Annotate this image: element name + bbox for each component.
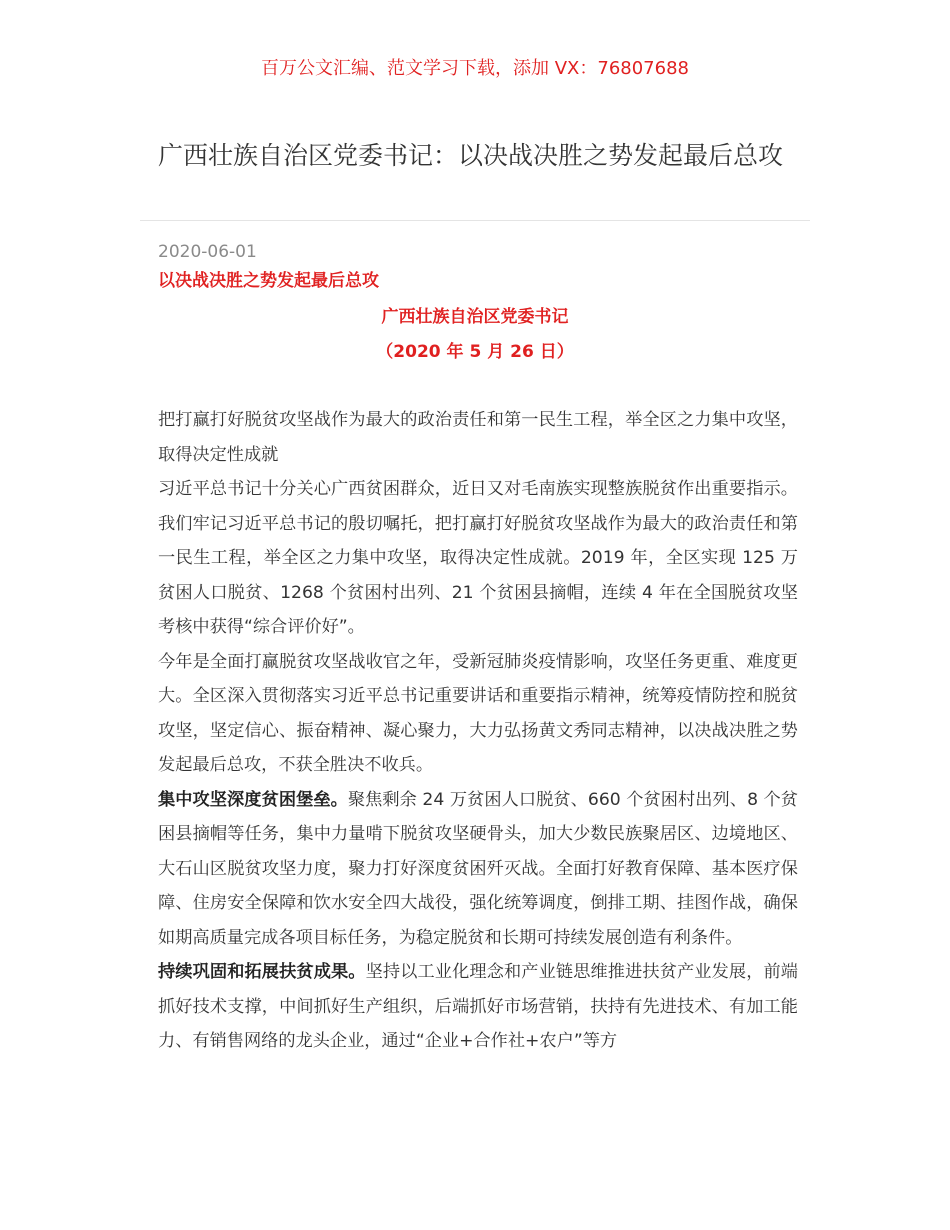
paragraph — [158, 403, 798, 472]
paragraph-text: 今年是全面打赢脱贫攻坚战收官之年，受新冠肺炎疫情影响，攻坚任务更重、难度更大。全区深入贯彻落实习近平总书记重要讲话和重要指示精神，统筹疫情防控和脱贫攻坚，坚定信心、振奋精神、凝心聚力，大力弘扬黄文秀同志精神，以决战决胜之势发起最后总攻，不获全胜决不收兵。 — [158, 651, 798, 775]
paragraph-lead: 集中攻坚深度贫困堡垒。 — [158, 789, 348, 810]
title-divider — [140, 220, 810, 221]
paragraph — [158, 783, 798, 956]
author-date: （2020 年 5 月 26 日） — [376, 342, 574, 362]
paragraph-lead: 持续巩固和拓展扶贫成果。 — [158, 962, 366, 982]
paragraph — [158, 955, 798, 1059]
paragraph-text: 聚焦剩余 24 万贫困人口脱贫、660 个贫困村出列、8 个贫困县摘帽等任务，集中力量啃下脱贫攻坚硬骨头，加大少数民族聚居区、边境地区、大石山区脱贫攻坚力度，聚力打好深度贫困歼灭战。全面打好教育保障、基本医疗保障、住房安全保障和饮水安全四大战役，强化统筹调度，倒排工期、挂图作战，确保如期高质量完成各项目标任务，为稳定脱贫和长期可持续发展创造有利条件。 — [158, 789, 798, 948]
publish-date: 2020-06-01 — [158, 242, 257, 262]
article-title: 广西壮族自治区党委书记：以决战决胜之势发起最后总攻 — [158, 141, 784, 170]
author-line: 广西壮族自治区党委书记 — [381, 307, 569, 327]
paragraph — [158, 645, 798, 783]
article-subtitle: 以决战决胜之势发起最后总攻 — [158, 271, 379, 291]
paragraph-text: 坚持以工业化理念和产业链思维推进扶贫产业发展，前端抓好技术支撑，中间抓好生产组织，后端抓好市场营销，扶持有先进技术、有加工能力、有销售网络的龙头企业，通过“企业+合作社+农户”等方 — [158, 962, 798, 1051]
article-body — [158, 403, 798, 1059]
paragraph-text: 把打赢打好脱贫攻坚战作为最大的政治责任和第一民生工程，举全区之力集中攻坚，取得决定性成就 — [158, 410, 798, 465]
paragraph — [158, 472, 798, 645]
promo-banner: 百万公文汇编、范文学习下载，添加 VX：76807688 — [261, 58, 689, 79]
paragraph-text: 习近平总书记十分关心广西贫困群众，近日又对毛南族实现整族脱贫作出重要指示。我们牢记习近平总书记的殷切嘱托，把打赢打好脱贫攻坚战作为最大的政治责任和第一民生工程，举全区之力集中攻坚，取得决定性成就。2019 年，全区实现 125 万贫困人口脱贫、1268 个贫困村出列、21 个贫困县摘帽，连续 4 年在全国脱贫攻坚考核中获得“综合评价好”。 — [158, 479, 798, 637]
